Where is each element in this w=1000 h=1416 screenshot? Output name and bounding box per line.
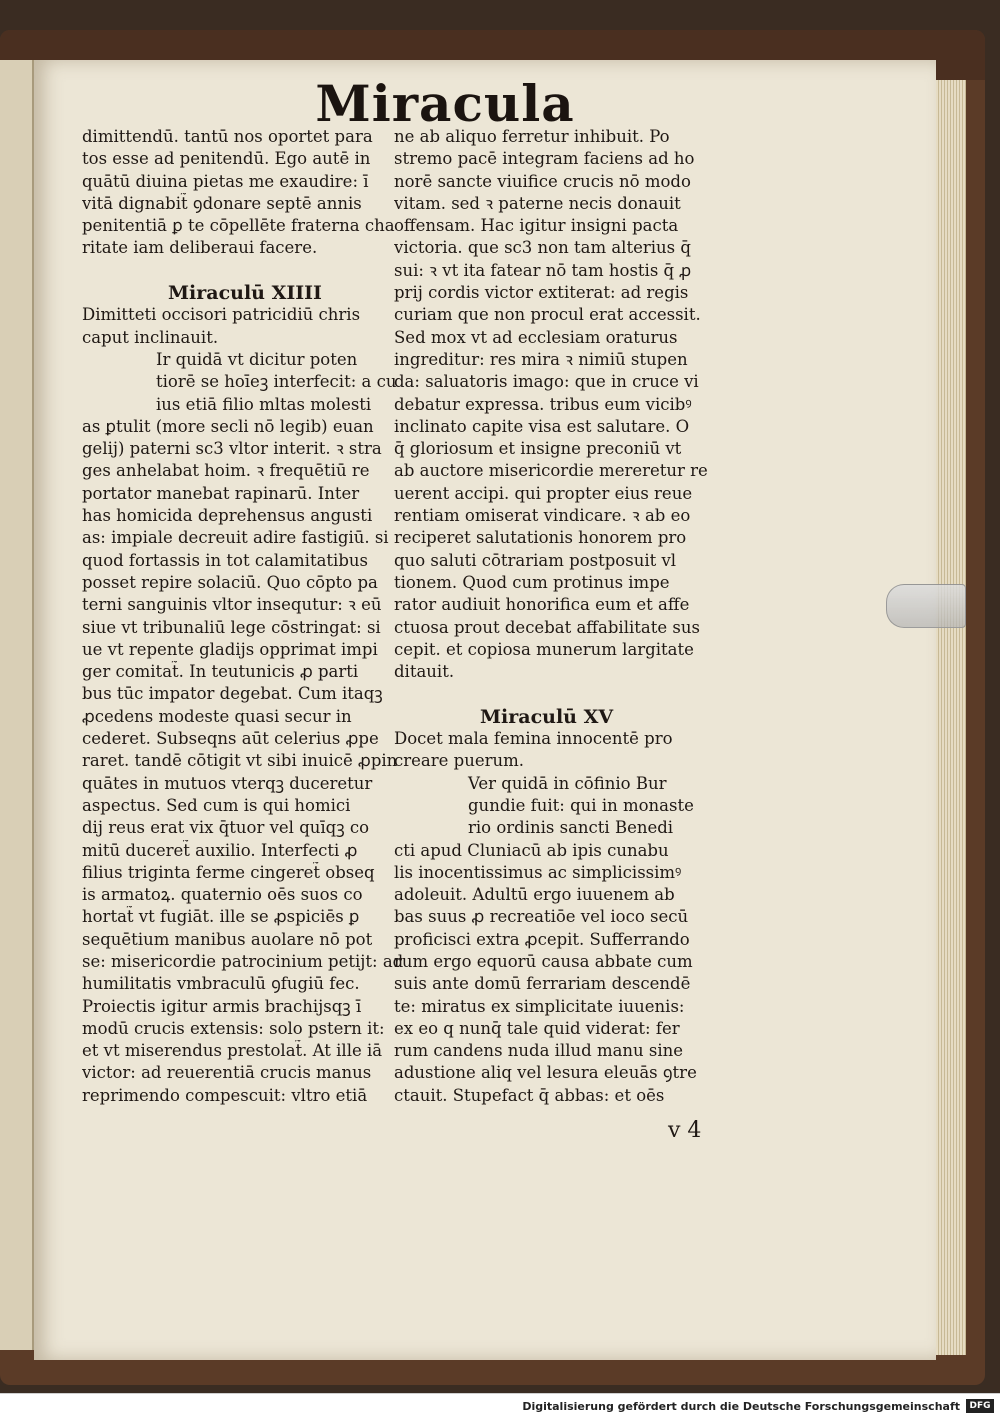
- text-line: Sed mox vt ad ecclesiam oraturus: [394, 327, 678, 347]
- text-line: ctuosa prout decebat affabilitate sus: [394, 617, 700, 637]
- text-line: quātes in mutuos vterqꝫ duceretur: [82, 773, 373, 793]
- left-text-column: [82, 126, 422, 1107]
- text-line: vitam. sed ꝛ paterne necis donauit: [394, 193, 681, 213]
- page-clip: [886, 584, 966, 628]
- text-line: curiam que non procul erat accessit.: [394, 305, 701, 325]
- text-line: Miraculū XIIII: [168, 282, 322, 305]
- text-line: se: misericordie patrocinium petijt: ad: [82, 951, 404, 971]
- right-text-column: [394, 126, 738, 1107]
- text-line: ctauit. Stupefact q̄ abbas: et oēs: [394, 1085, 665, 1105]
- text-line: bus tūc impator degebat. Cum itaqꝫ: [82, 684, 383, 704]
- text-line: quo saluti cōtrariam postposuit vl: [394, 550, 677, 570]
- text-line: caput inclinauit.: [82, 327, 219, 347]
- text-line: q̄ gloriosum et insigne preconiū vt: [394, 439, 682, 459]
- text-line: sequētium manibus auolare nō pot: [82, 929, 373, 949]
- text-line: victoria. que sc3 non tam alterius q̄: [394, 238, 691, 258]
- text-line: dij reus erat vix q̄tuor vel quīqꝫ co: [82, 818, 370, 838]
- text-line: [82, 260, 422, 282]
- text-line: Ver quidā in cōfinio Bur: [468, 773, 667, 793]
- text-line: ue vt repente gladijs opprimat impi: [82, 639, 378, 659]
- text-line: rator audiuit honorifica eum et affe: [394, 595, 690, 615]
- text-line: modū crucis extensis: solo pstern it:: [82, 1018, 385, 1038]
- text-line: et vt miserendus prestolat̃. At ille iā: [82, 1041, 383, 1061]
- text-line: hortat̃ vt fugiāt. ille se ꝓspiciēs ꝑ: [82, 907, 360, 927]
- text-line: debatur expressa. tribus eum vicibꝰ: [394, 394, 692, 414]
- text-line: ne ab aliquo ferretur inhibuit. Po: [394, 127, 670, 146]
- text-line: penitentiā ꝑ te cōpellēte fraterna cha: [82, 216, 395, 236]
- text-line: cti apud Cluniacū ab ipis cunabu: [394, 840, 669, 860]
- text-line: siue vt tribunaliū lege cōstringat: si: [82, 617, 381, 637]
- footer-credit: Digitalisierung gefördert durch die Deutsche Forschungsgemeinschaft: [522, 1400, 960, 1413]
- text-line: stremo pacē integram faciens ad ho: [394, 149, 695, 169]
- text-line: cepit. et copiosa munerum largitate: [394, 639, 694, 659]
- text-line: Dimitteti occisori patricidiū chris: [82, 305, 361, 325]
- text-line: norē sancte viuifice crucis nō modo: [394, 171, 691, 191]
- signature-mark: v 4: [668, 1118, 702, 1143]
- text-line: quātū diuina pietas me exaudire: ī: [82, 171, 369, 191]
- text-line: prij cordis victor extiterat: ad regis: [394, 283, 689, 303]
- text-line: ger comitat̃. In teutunicis ꝓ parti: [82, 662, 359, 682]
- text-line: ges anhelabat hoim. ꝛ frequētiū re: [82, 461, 370, 481]
- text-line: inclinato capite visa est salutare. O: [394, 416, 690, 436]
- footer-bar: [0, 1393, 1000, 1416]
- text-line: as: impiale decreuit adire fastigiū. si: [82, 528, 389, 548]
- text-line: tos esse ad penitendū. Ego autē in: [82, 149, 371, 169]
- text-line: ius etiā filio mltas molesti: [156, 394, 372, 414]
- text-line: uerent accipi. qui propter eius reue: [394, 483, 693, 503]
- text-line: adoleuit. Adultū ergo iuuenem ab: [394, 885, 675, 905]
- text-line: quod fortassis in tot calamitatibus: [82, 550, 368, 570]
- text-line: filius triginta ferme cingeret̃ obseq: [82, 862, 375, 882]
- text-line: reprimendo compescuit: vltro etiā: [82, 1085, 368, 1105]
- text-line: adustione aliq vel lesura eleuās ꝯtre: [394, 1063, 697, 1083]
- text-line: posset repire solaciū. Quo cōpto pa: [82, 572, 378, 592]
- text-line: Ir quidā vt dicitur poten: [156, 349, 358, 369]
- text-line: rum ergo equorū causa abbate cum: [394, 951, 693, 971]
- text-line: ab auctore misericordie mereretur re: [394, 461, 708, 481]
- text-line: suis ante domū ferrariam descendē: [394, 974, 691, 994]
- text-line: mitū duceret̃ auxilio. Interfecti ꝓ: [82, 840, 358, 860]
- text-line: portator manebat rapinarū. Inter: [82, 483, 360, 503]
- text-line: da: saluatoris imago: que in cruce vi: [394, 372, 699, 392]
- text-line: as ꝑtulit (more secli nō legib) euan: [82, 416, 374, 436]
- text-line: [394, 683, 738, 705]
- dfg-logo: DFG: [966, 1399, 994, 1413]
- text-line: tionem. Quod cum protinus impe: [394, 572, 670, 592]
- text-line: vitā dignabit̃ ꝯdonare septē annis: [82, 193, 362, 213]
- text-line: proficisci extra ꝓcepit. Sufferrando: [394, 929, 690, 949]
- text-line: Proiectis igitur armis brachijsqꝫ ī: [82, 996, 362, 1016]
- text-line: rentiam omiserat vindicare. ꝛ ab eo: [394, 506, 691, 526]
- text-line: is armatoꝝ. quaternio oēs suos co: [82, 885, 363, 905]
- running-head: Miracula: [315, 74, 575, 133]
- text-line: offensam. Hac igitur insigni pacta: [394, 216, 679, 236]
- text-line: ingreditur: res mira ꝛ nimiū stupen: [394, 349, 688, 369]
- text-line: cederet. Subseqns aūt celerius ꝓpe: [82, 729, 379, 749]
- text-line: raret. tandē cōtigit vt sibi inuicē ꝓpin: [82, 751, 398, 771]
- text-line: rum candens nuda illud manu sine: [394, 1041, 684, 1061]
- text-line: has homicida deprehensus angusti: [82, 506, 373, 526]
- text-line: rio ordinis sancti Benedi: [468, 818, 674, 838]
- text-line: ex eo q nunq̄ tale quid viderat: fer: [394, 1018, 680, 1038]
- text-line: terni sanguinis vltor insequtur: ꝛ eū: [82, 595, 382, 615]
- text-line: gundie fuit: qui in monaste: [468, 795, 694, 815]
- text-line: gelij) paterni sc3 vltor interit. ꝛ stra: [82, 439, 382, 459]
- text-line: ꝓcedens modeste quasi secur in: [82, 706, 352, 726]
- text-line: dimittendū. tantū nos oportet para: [82, 127, 373, 146]
- text-line: victor: ad reuerentiā crucis manus: [82, 1063, 372, 1083]
- text-line: Docet mala femina innocentē pro: [394, 729, 673, 749]
- text-line: creare puerum.: [394, 751, 524, 771]
- text-line: sui: ꝛ vt ita fatear nō tam hostis q̄ ꝓ: [394, 260, 692, 280]
- left-page-edge: [0, 60, 34, 1350]
- text-line: humilitatis vmbraculū ꝯfugiū fec.: [82, 974, 360, 994]
- text-line: aspectus. Sed cum is qui homici: [82, 795, 351, 815]
- text-line: lis inocentissimus ac simplicissimꝰ: [394, 862, 682, 882]
- text-line: tiorē se hoīeꝫ interfecit: a cu: [156, 372, 397, 392]
- text-line: te: miratus ex simplicitate iuuenis:: [394, 996, 685, 1016]
- text-line: reciperet salutationis honorem pro: [394, 528, 687, 548]
- text-line: Miraculū XV: [480, 705, 614, 728]
- text-line: ritate iam deliberaui facere.: [82, 238, 318, 258]
- text-line: ditauit.: [394, 662, 455, 682]
- text-line: bas suus ꝓ recreatiōe vel ioco secū: [394, 907, 689, 927]
